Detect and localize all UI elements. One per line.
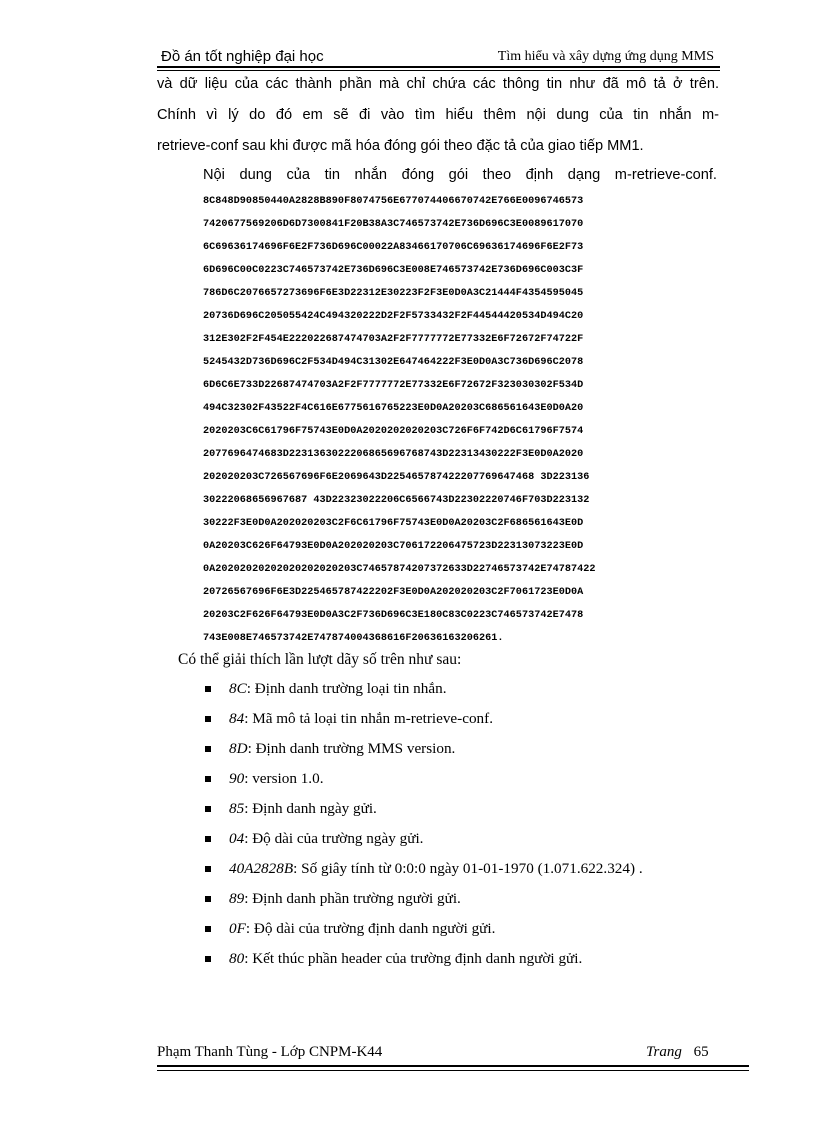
hex-code: 90 — [229, 770, 245, 787]
bullet-square-icon — [205, 956, 211, 962]
hex-code-description: : Định danh trường loại tin nhắn. — [246, 680, 447, 697]
bullet-square-icon — [205, 896, 211, 902]
hex-code: 8C — [229, 680, 247, 697]
hex-code-description: : Mã mô tả loại tin nhắn m-retrieve-conf. — [244, 710, 494, 727]
hex-line: 494C32302F43522F4C616E6775616765223E0D0A20203C686561643E0D0A20 — [203, 403, 584, 414]
hex-code-description: : Số giây tính từ 0:0:0 ngày 01-01-1970 (1.071.622.324) . — [293, 860, 643, 877]
hex-code-description: : version 1.0. — [244, 770, 324, 787]
hex-code: 40A2828B — [229, 860, 294, 877]
hex-code-description: : Định danh trường MMS version. — [247, 740, 456, 757]
header-rule-thin — [157, 70, 720, 71]
packet-intro: Nội dung của tin nhắn đóng gói theo định dạng m-retrieve-conf. — [203, 167, 717, 183]
footer-author: Phạm Thanh Tùng - Lớp CNPM-K44 — [157, 1044, 383, 1060]
hex-line: 6C69636174696F6E2F736D696C00022A83466170706C69636174696F6E2F73 — [203, 242, 584, 253]
hex-line: 743E008E746573742E747874004368616F20636163206261. — [203, 633, 504, 644]
hex-code: 80 — [229, 950, 245, 967]
hex-line: 786D6C2076657273696F6E3D22312E30223F2F3E0D0A3C21444F4354595045 — [203, 288, 584, 299]
hex-line: 0A20202020202020202020203C74657874207372633D22746573742E74787422 — [203, 564, 596, 575]
hex-code: 8D — [229, 740, 248, 757]
hex-code: 84 — [229, 710, 245, 727]
footer-page-label: Trang — [646, 1044, 682, 1060]
hex-code-description: : Định danh phần trường người gửi. — [244, 890, 461, 907]
hex-code: 85 — [229, 800, 245, 817]
hex-line: 5245432D736D696C2F534D494C31302E647464222F3E0D0A3C736D696C2078 — [203, 357, 584, 368]
bullet-square-icon — [205, 866, 211, 872]
hex-code: 89 — [229, 890, 245, 907]
hex-line: 2077696474683D2231363022206865696768743D22313430222F3E0D0A2020 — [203, 449, 584, 460]
hex-line: 6D6C6E733D22687474703A2F2F7777772E77332E6F72672F323030302F534D — [203, 380, 584, 391]
hex-line: 312E302F2F454E222022687474703A2F2F7777772E77332E6F72672F74722F — [203, 334, 584, 345]
hex-line: 20736D696C205055424C494320222D2F2F5733432F2F44544420534D494C20 — [203, 311, 584, 322]
footer-page-number: 65 — [693, 1044, 709, 1060]
paragraph-line: và dữ liệu của các thành phần mà chỉ chứa các thông tin như đã mô tả ở trên. — [157, 76, 719, 92]
hex-line: 8C848D90850440A2828B890F8074756E677074406670742E766E0096746573 — [203, 196, 584, 207]
page-header — [157, 44, 720, 66]
hex-line: 30222F3E0D0A202020203C2F6C61796F75743E0D0A20203C2F686561643E0D — [203, 518, 584, 529]
hex-code-description: : Độ dài của trường ngày gửi. — [244, 830, 424, 847]
bullet-square-icon — [205, 836, 211, 842]
hex-code: 0F — [229, 920, 246, 937]
header-left-title: Đồ án tốt nghiệp đại học — [161, 48, 324, 65]
bullet-square-icon — [205, 686, 211, 692]
hex-line: 20726567696F6E3D225465787422202F3E0D0A202020203C2F7061723E0D0A — [203, 587, 584, 598]
hex-line: 202020203C726567696F6E2069643D225465787422207769647468 3D223136 — [203, 472, 590, 483]
footer-rule-thin — [157, 1070, 749, 1071]
bullet-square-icon — [205, 776, 211, 782]
paragraph-line: retrieve-conf sau khi được mã hóa đóng gói theo đặc tả của giao tiếp MM1. — [157, 138, 644, 154]
header-rule-thick — [157, 66, 720, 68]
hex-line: 0A20203C626F64793E0D0A202020203C706172206475723D22313073223E0D — [203, 541, 584, 552]
hex-line: 6D696C00C0223C746573742E736D696C3E008E746573742E736D696C003C3F — [203, 265, 584, 276]
hex-code-description: : Kết thúc phần header của trường định danh người gửi. — [244, 950, 583, 967]
bullet-square-icon — [205, 716, 211, 722]
hex-code-description: : Định danh ngày gửi. — [244, 800, 377, 817]
hex-line: 2020203C6C61796F75743E0D0A2020202020203C726F6F742D6C61796F7574 — [203, 426, 584, 437]
paragraph-line: Chính vì lý do đó em sẽ đi vào tìm hiểu thêm nội dung của tin nhắn m- — [157, 107, 719, 123]
hex-line: 20203C2F626F64793E0D0A3C2F736D696C3E180C83C0223C746573742E7478 — [203, 610, 584, 621]
hex-code-description: : Độ dài của trường định danh người gửi. — [245, 920, 496, 937]
bullet-square-icon — [205, 806, 211, 812]
explain-intro: Có thể giải thích lần lượt dãy số trên như sau: — [178, 651, 462, 668]
header-right-title: Tìm hiểu và xây dựng ứng dụng MMS — [497, 49, 714, 64]
footer-page — [646, 1044, 709, 1061]
hex-line: 30222068656967687 43D22323022206C6566743D22302220746F703D223132 — [203, 495, 590, 506]
bullet-square-icon — [205, 926, 211, 932]
footer-rule-thick — [157, 1065, 749, 1067]
hex-code: 04 — [229, 830, 245, 847]
bullet-square-icon — [205, 746, 211, 752]
hex-line: 7420677569206D6D7300841F20B38A3C746573742E736D696C3E0089617070 — [203, 219, 584, 230]
